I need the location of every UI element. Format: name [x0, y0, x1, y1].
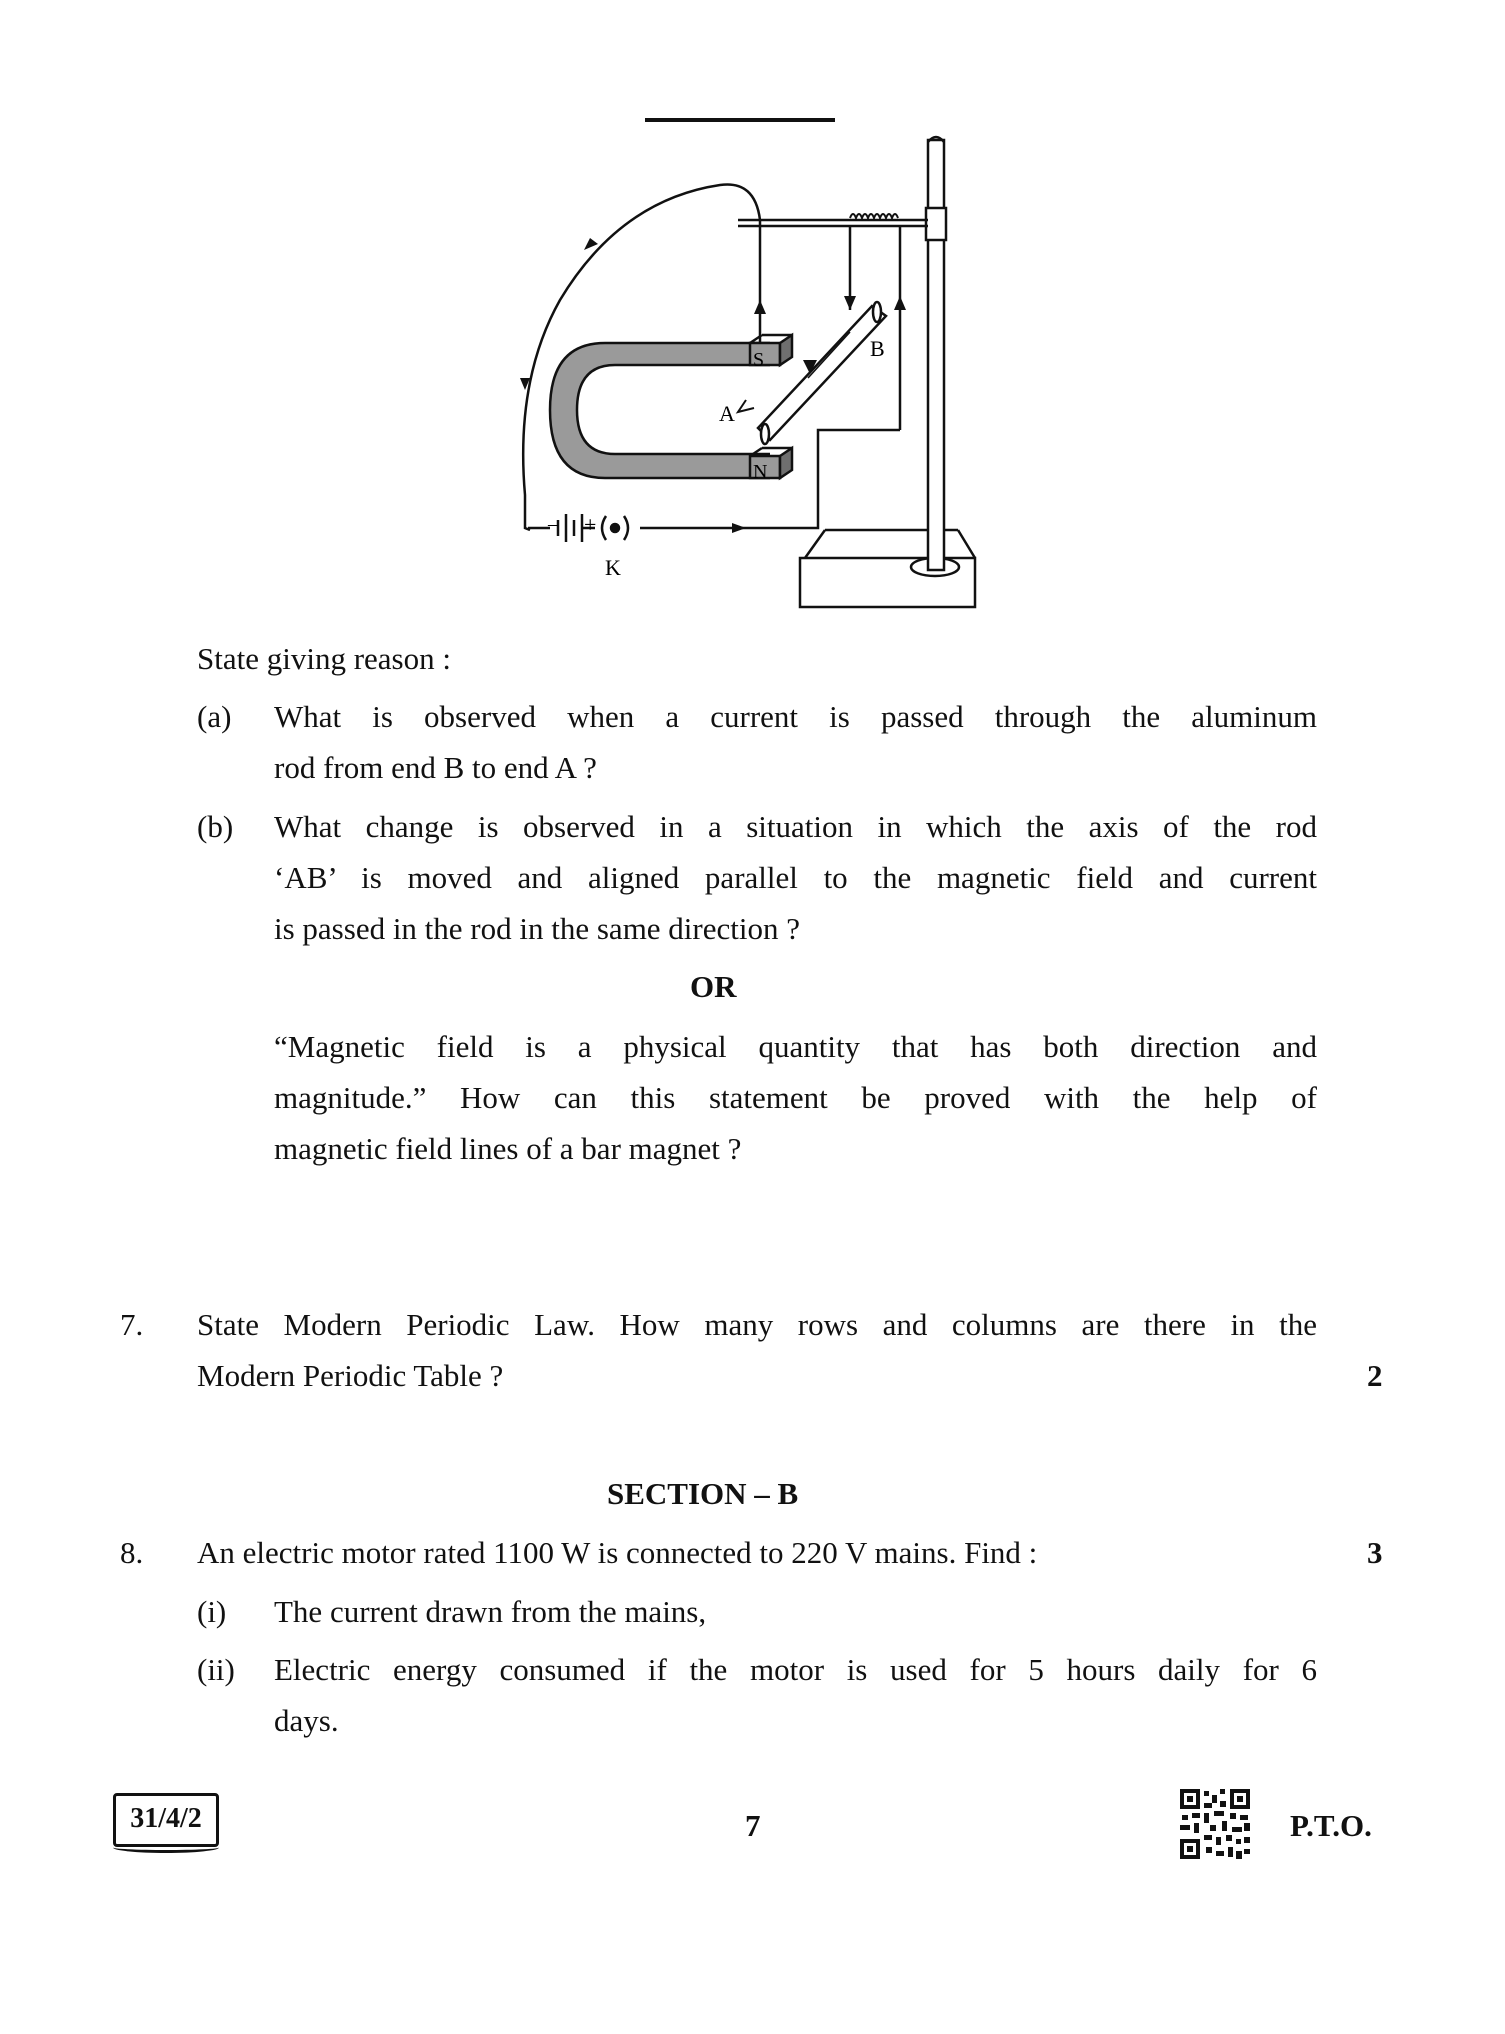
q8-part-i-label: (i) [197, 1594, 227, 1629]
q8-part-ii-line1: Electric energy consumed if the motor is used for 5 hours daily for 6 [274, 1652, 1317, 1687]
battery-minus-label: – [548, 513, 558, 535]
q6-part-b-label: (b) [197, 809, 234, 844]
q6-alt-line2: magnitude.” How can this statement be proved with the help of [274, 1080, 1317, 1115]
q6-intro: State giving reason : [197, 641, 451, 676]
qr-code-icon [1180, 1789, 1250, 1859]
key-k-label: K [605, 555, 621, 580]
q6-part-b-line1: What change is observed in a situation in which the axis of the rod [274, 809, 1317, 844]
q6-part-b-line2: ‘AB’ is moved and aligned parallel to the magnetic field and current [274, 860, 1317, 895]
rod-end-b-label: B [870, 336, 885, 361]
q8-part-ii-line2: days. [274, 1703, 339, 1738]
battery-plus-label: + [584, 512, 597, 537]
q6-part-b-line3: is passed in the rod in the same direction ? [274, 911, 801, 946]
q7-line1: State Modern Periodic Law. How many rows and columns are there in the [197, 1307, 1317, 1342]
q8-number: 8. [120, 1535, 144, 1570]
q8-part-ii-label: (ii) [197, 1652, 235, 1687]
pto-label: P.T.O. [1290, 1808, 1372, 1843]
section-heading: SECTION – B [607, 1476, 799, 1511]
q6-alt-line3: magnetic field lines of a bar magnet ? [274, 1131, 742, 1166]
page-number: 7 [745, 1808, 761, 1843]
q8-part-i-line1: The current drawn from the mains, [274, 1594, 707, 1629]
q7-marks: 2 [1367, 1358, 1383, 1393]
q6-part-a-line2: rod from end B to end A ? [274, 750, 597, 785]
rod-end-a-label: A [719, 401, 735, 426]
q8-text: An electric motor rated 1100 W is connected to 220 V mains. Find : [197, 1535, 1038, 1570]
q7-number: 7. [120, 1307, 144, 1342]
q6-part-a-label: (a) [197, 699, 232, 734]
magnet-pole-n-label: N [753, 461, 768, 483]
paper-code-badge: 31/4/2 [113, 1793, 219, 1847]
or-separator: OR [690, 969, 737, 1004]
q8-marks: 3 [1367, 1535, 1383, 1570]
q7-line2: Modern Periodic Table ? [197, 1358, 504, 1393]
magnet-pole-s-label: S [753, 349, 765, 371]
magnet-rod-apparatus-diagram [470, 110, 990, 630]
q6-alt-line1: “Magnetic field is a physical quantity that has both direction and [274, 1029, 1317, 1064]
q6-part-a-line1: What is observed when a current is passed through the aluminum [274, 699, 1317, 734]
